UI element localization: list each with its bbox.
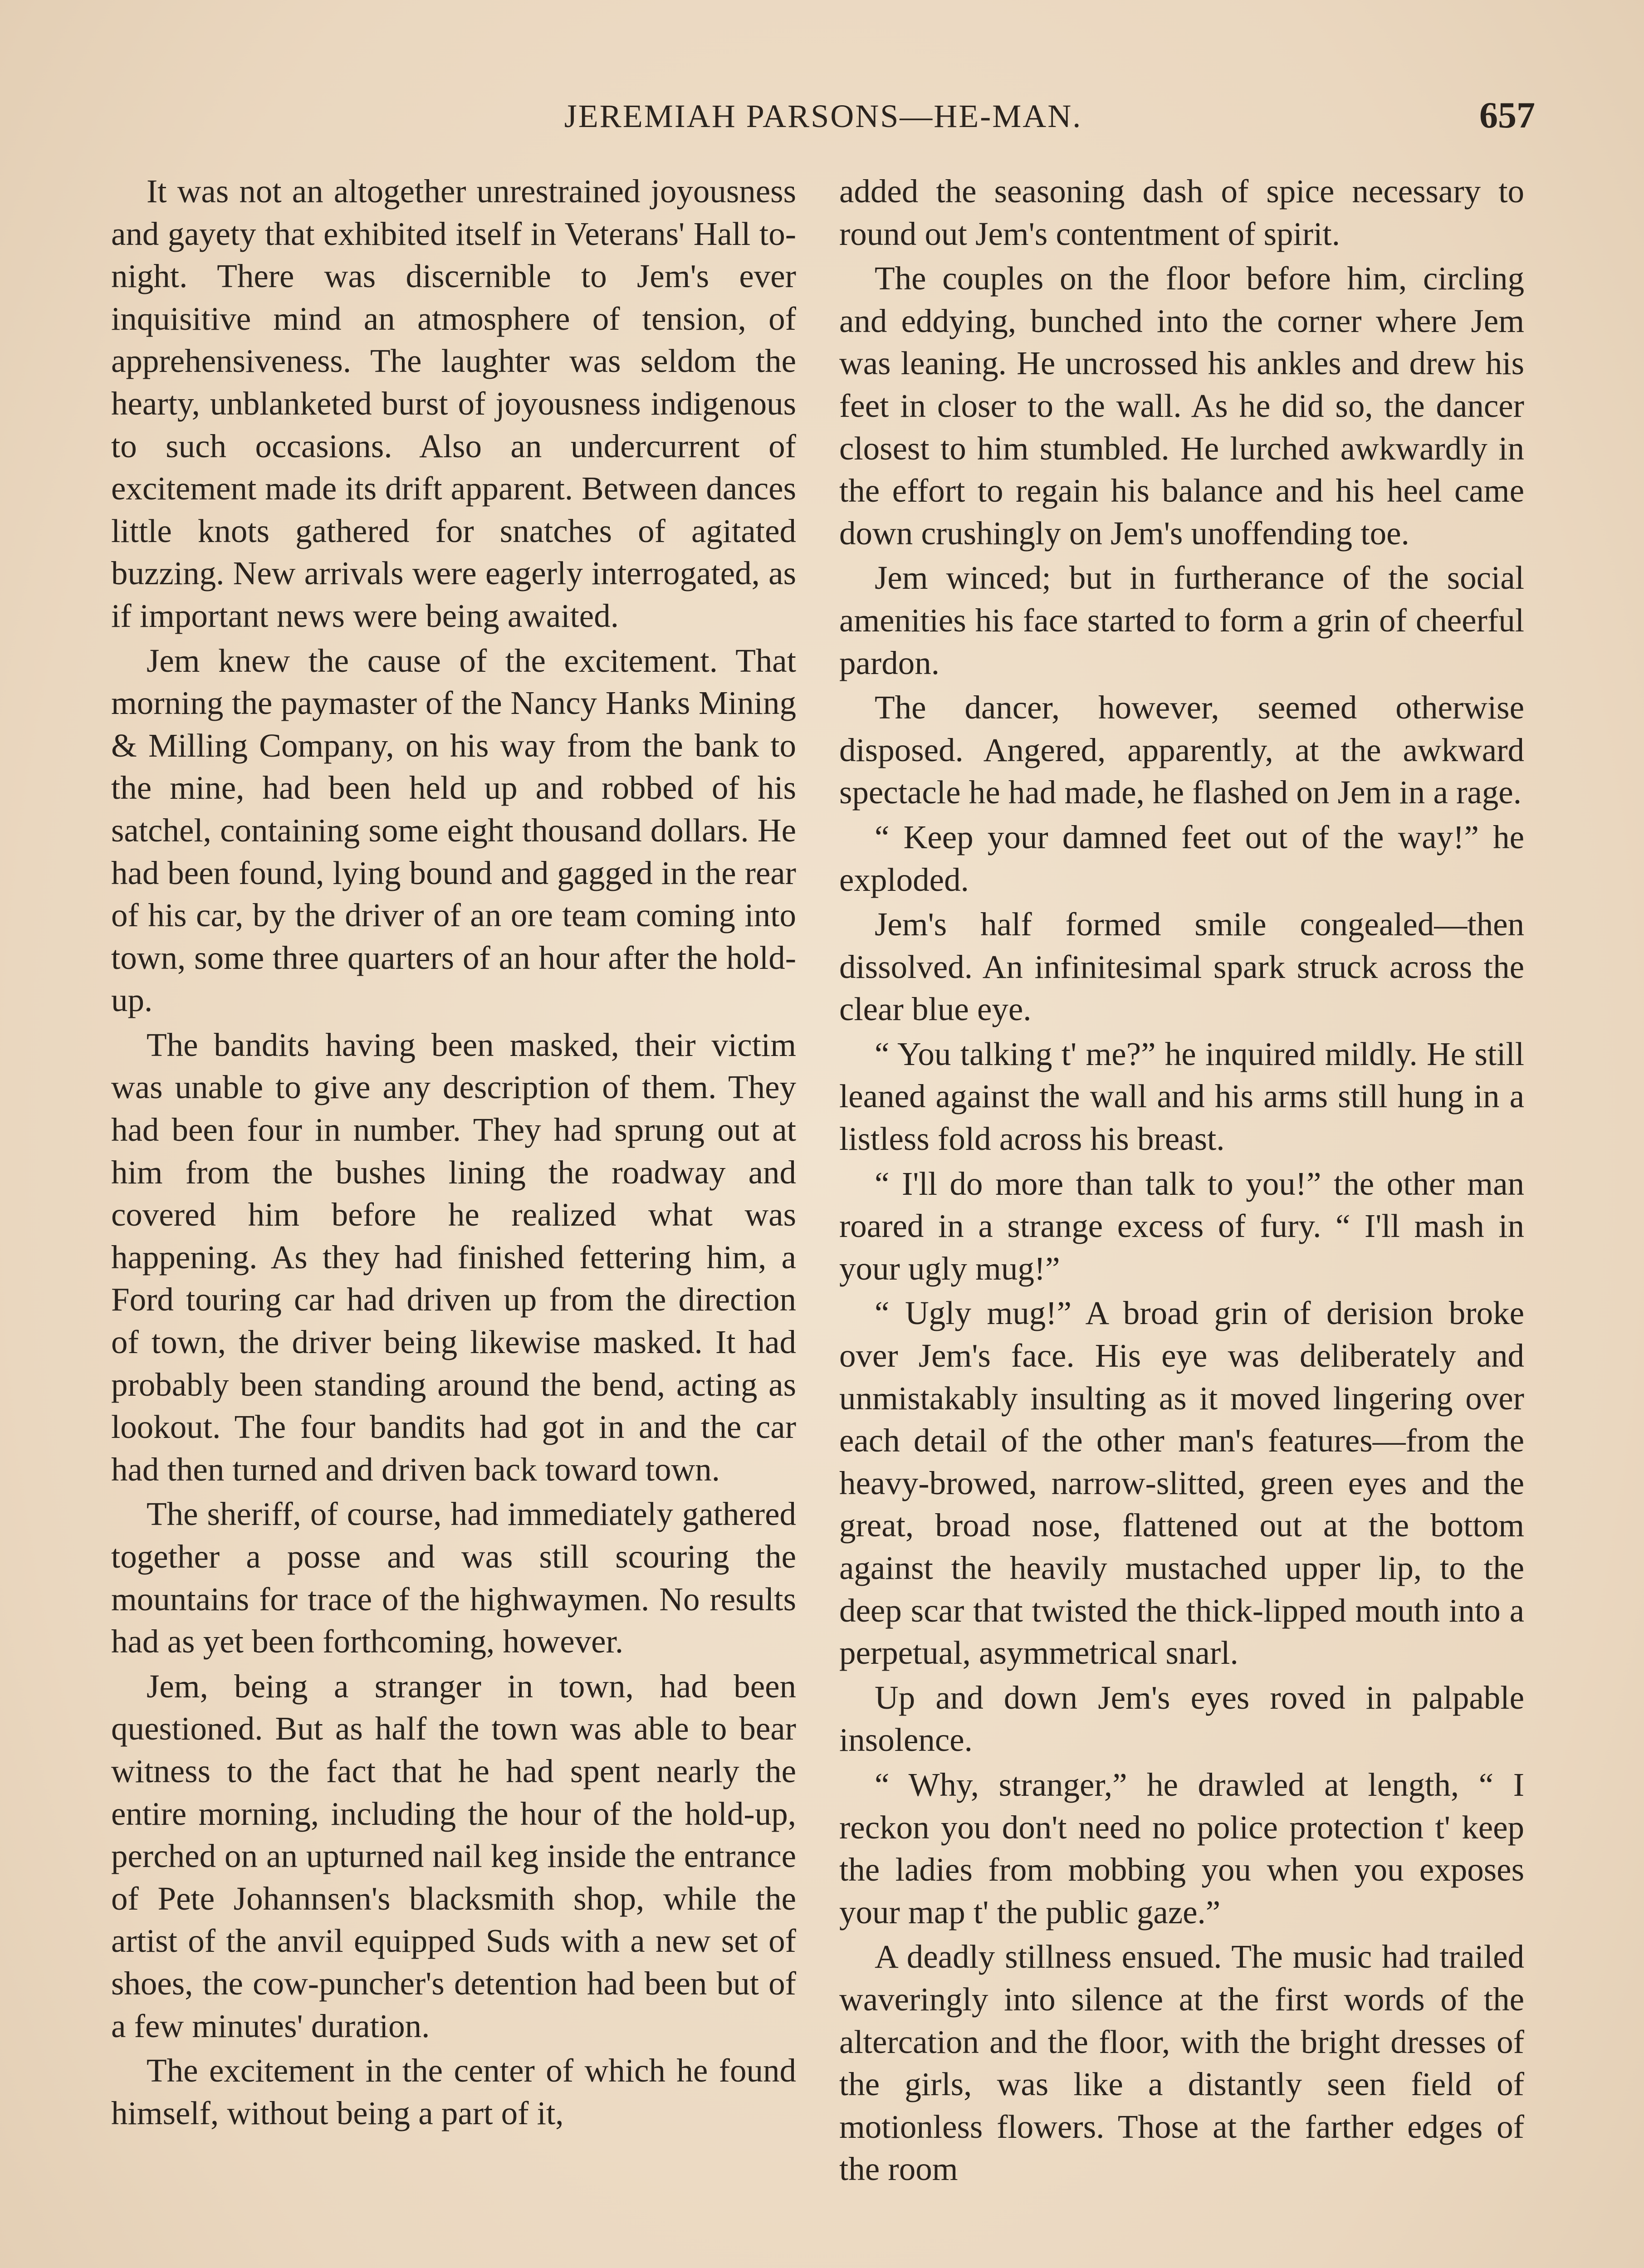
paragraph-continuation: added the seasoning dash of spice necessary to round out Jem's contentment of spirit. — [839, 173, 1524, 252]
paragraph: “ I'll do more than talk to you!” the other man roared in a strange excess of fury. “ I'll mash in your ugly mug!” — [839, 1165, 1524, 1287]
paragraph: “ Keep your damned feet out of the way!” he exploded. — [839, 818, 1524, 898]
running-header — [111, 94, 1535, 147]
left-column — [111, 170, 796, 2268]
paragraph: Up and down Jem's eyes roved in palpable insolence. — [839, 1679, 1524, 1759]
page-number: 657 — [1479, 94, 1535, 136]
paragraph: Jem knew the cause of the excitement. That morning the paymaster of the Nancy Hanks Mining & Milling Company, on his way from the bank to the mine, had been held up and robbed of his satchel, containing some eight thousand dollars. He had been found, lying bound and gagged in the rear of his car, by the driver of an ore team coming into town, some three quarters of an hour after the hold-up. — [111, 642, 796, 1019]
paragraph: The couples on the floor before him, circling and eddying, bunched into the corner where Jem was leaning. He uncrossed his ankles and drew his feet in closer to the wall. As he did so, the dancer closest to him stumbled. He lurched awkwardly in the effort to regain his balance and his heel came down crushingly on Jem's unoffending toe. — [839, 260, 1524, 552]
running-title: JEREMIAH PARSONS—HE-MAN. — [564, 98, 1082, 134]
paragraph: The dancer, however, seemed otherwise disposed. Angered, apparently, at the awkward spectacle he had made, he flashed on Jem in a rage. — [839, 689, 1524, 811]
paragraph: A deadly stillness ensued. The music had trailed waveringly into silence at the first words of the altercation and the floor, with the bright dresses of the girls, was like a distantly seen field of motionless flowers. Those at the farther edges of the room — [839, 1938, 1524, 2188]
paragraph: “ Ugly mug!” A broad grin of derision broke over Jem's face. His eye was deliberately and unmistakably insulting as it moved lingering over each detail of the other man's features—from the heavy-browed, narrow-slitted, green eyes and the great, broad nose, flattened out at the bottom against the heavily mustached upper lip, to the deep scar that twisted the thick-lipped mouth into a perpetual, asymmetrical snarl. — [839, 1295, 1524, 1672]
paragraph: The bandits having been masked, their victim was unable to give any description of them. They had been four in number. They had sprung out at him from the bushes lining the roadway and covered him before he realized what was happening. As they had finished fettering him, a Ford touring car had driven up from the direction of town, the driver being likewise masked. It had probably been standing around the bend, acting as lookout. The four bandits had got in and the car had then turned and driven back toward town. — [111, 1026, 796, 1488]
paragraph: Jem's half formed smile congealed—then dissolved. An infinitesimal spark struck across the clear blue eye. — [839, 906, 1524, 1028]
paragraph: The excitement in the center of which he found himself, without being a part of it, — [111, 2052, 796, 2131]
paragraph: Jem, being a stranger in town, had been questioned. But as half the town was able to bear witness to the fact that he had spent nearly the entire morning, including the hour of the hold-up, perched on an upturned nail keg inside the entrance of Pete Johannsen's blacksmith shop, while the artist of the anvil equipped Suds with a new set of shoes, the cow-puncher's detention had been but of a few minutes' duration. — [111, 1667, 796, 2044]
right-column — [839, 170, 1524, 2268]
paragraph: Jem winced; but in furtherance of the social amenities his face started to form a grin of cheerful pardon. — [839, 559, 1524, 681]
paragraph: “ You talking t' me?” he inquired mildly. He still leaned against the wall and his arms still hung in a listless fold across his breast. — [839, 1035, 1524, 1158]
paragraph: It was not an altogether unrestrained joyousness and gayety that exhibited itself in Veterans' Hall to-night. There was discernible to Jem's ever inquisitive mind an atmosphere of tension, of apprehensiveness. The laughter was seldom the hearty, unblanketed burst of joyousness indigenous to such occasions. Also an undercurrent of excitement made its drift apparent. Between dances little knots gathered for snatches of agitated buzzing. New arrivals were eagerly interrogated, as if important news were being awaited. — [111, 173, 796, 634]
paragraph: The sheriff, of course, had immediately gathered together a posse and was still scouring the mountains for trace of the highwaymen. No results had as yet been forthcoming, however. — [111, 1496, 796, 1660]
paragraph: “ Why, stranger,” he drawled at length, “ I reckon you don't need no police protection t' keep the ladies from mobbing you when you exposes your map t' the public gaze.” — [839, 1766, 1524, 1931]
